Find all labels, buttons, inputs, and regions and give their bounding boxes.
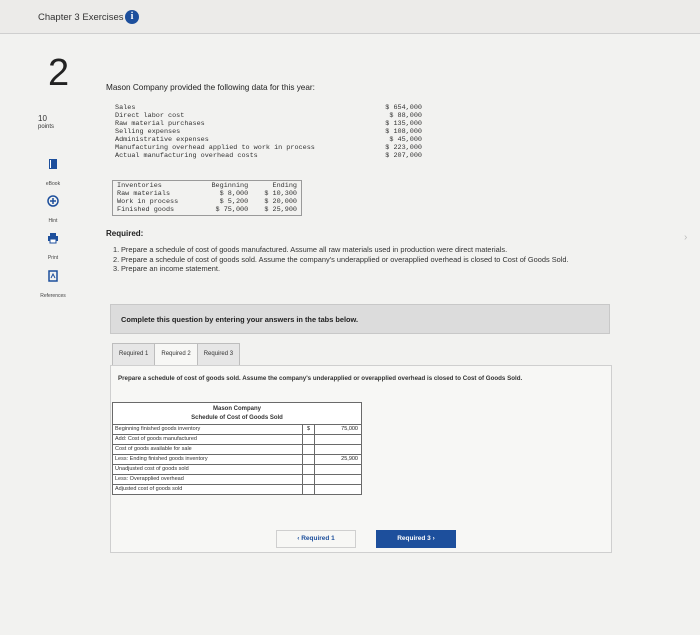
amount-input[interactable]: 25,900 [341, 456, 358, 462]
chevron-left-icon: ‹ [297, 535, 300, 542]
amount-input[interactable] [315, 475, 361, 484]
list-item-text: Prepare an income statement. [121, 264, 221, 273]
data-value: $ 88,000 [389, 112, 422, 120]
print-label: Print [47, 255, 59, 261]
table-cell: $ 20,000 [264, 198, 297, 206]
points-label: points [38, 124, 55, 130]
list-item [113, 245, 673, 255]
book-icon [47, 158, 59, 170]
data-value: $ 45,000 [389, 136, 422, 144]
next-button-label: Required 3 [397, 535, 431, 542]
schedule-row [113, 474, 361, 484]
panel-instruction: Prepare a schedule of cost of goods sold. Assume the company's underapplied or overapplied overhead is closed to Cost of Goods Sold. [118, 375, 523, 382]
amount-input[interactable] [315, 465, 361, 474]
table-row [117, 206, 297, 214]
prev-button-label: Required 1 [301, 535, 335, 542]
print-button[interactable] [30, 232, 76, 264]
schedule-title: Schedule of Cost of Goods Sold [191, 415, 283, 421]
next-required-button[interactable] [376, 530, 456, 548]
data-label: Sales [115, 104, 136, 112]
schedule-label-select[interactable]: Beginning finished goods inventory [113, 425, 303, 434]
table-header: Inventories [117, 182, 162, 190]
schedule-label-select[interactable]: Cost of goods available for sale [113, 445, 303, 454]
schedule-label-select[interactable]: Add: Cost of goods manufactured [113, 435, 303, 444]
required-heading: Required: [106, 229, 144, 238]
dollar-sign [303, 465, 315, 474]
table-header: Beginning [211, 182, 249, 190]
table-cell: $ 8,000 [219, 190, 249, 198]
info-icon[interactable]: i [125, 10, 139, 24]
table-row [117, 190, 297, 198]
inventories-table [112, 180, 302, 216]
dollar-sign [303, 475, 315, 484]
amount-input[interactable] [315, 445, 361, 454]
amount-input[interactable]: 75,000 [341, 426, 358, 432]
data-value: $ 108,000 [385, 128, 422, 136]
list-item-text: Prepare a schedule of cost of goods sold. Assume the company's underapplied or overapplied overhead is closed to Cost of Goods Sold. [121, 254, 569, 264]
list-item [113, 264, 673, 274]
instruction-banner-text: Complete this question by entering your answers in the tabs below. [121, 315, 359, 324]
chevron-right-icon: › [432, 535, 435, 542]
tab-required-2[interactable]: Required 2 [154, 343, 197, 365]
schedule-company: Mason Company [212, 406, 261, 412]
schedule-row [113, 434, 361, 444]
table-cell: $ 10,300 [264, 190, 297, 198]
table-cell: Raw materials [117, 190, 171, 198]
amount-input[interactable] [315, 435, 361, 444]
schedule-row [113, 464, 361, 474]
data-label: Administrative expenses [115, 136, 209, 144]
table-cell: Work in process [117, 198, 179, 206]
points-value: 10 [38, 114, 47, 123]
table-cell: $ 5,200 [219, 198, 249, 206]
schedule-label-select[interactable]: Adjusted cost of goods sold [113, 485, 303, 494]
hint-label: Hint [48, 218, 58, 224]
tab-required-3[interactable]: Required 3 [197, 343, 240, 365]
instruction-banner [110, 304, 610, 334]
data-value: $ 135,000 [385, 120, 422, 128]
dollar-sign [303, 485, 315, 494]
hint-button[interactable] [30, 195, 76, 227]
dollar-sign [303, 435, 315, 444]
schedule-label-select[interactable]: Less: Overapplied overhead [113, 475, 303, 484]
data-value: $ 654,000 [385, 104, 422, 112]
data-value: $ 223,000 [385, 144, 422, 152]
data-labels [115, 104, 315, 160]
table-header: Ending [272, 182, 297, 190]
table-cell: $ 75,000 [215, 206, 249, 214]
dollar-sign [303, 445, 315, 454]
cogs-schedule [112, 402, 362, 495]
dollar-sign [303, 455, 315, 464]
assignment-title: Chapter 3 Exercises [38, 12, 124, 23]
printer-icon [47, 232, 59, 244]
data-label: Direct labor cost [115, 112, 185, 120]
schedule-label-select[interactable]: Less: Ending finished goods inventory [113, 455, 303, 464]
ebook-button[interactable] [30, 158, 76, 190]
data-values [372, 104, 422, 160]
list-item-number: 2. [113, 254, 120, 264]
list-item [113, 255, 673, 265]
data-label: Actual manufacturing overhead costs [115, 152, 258, 160]
table-cell: Finished goods [117, 206, 175, 214]
list-item-number: 1. [113, 245, 120, 254]
schedule-label-select[interactable]: Unadjusted cost of goods sold [113, 465, 303, 474]
data-label: Raw material purchases [115, 120, 205, 128]
question-number: 2 [48, 52, 70, 94]
references-icon [47, 270, 59, 282]
table-header-row [117, 182, 297, 190]
tab-required-1[interactable]: Required 1 [112, 343, 155, 365]
table-cell: $ 25,900 [264, 206, 297, 214]
data-label: Manufacturing overhead applied to work in process [115, 144, 315, 152]
required-list [113, 245, 673, 274]
dollar-sign: $ [303, 425, 315, 434]
amount-input[interactable] [315, 485, 361, 494]
data-label: Selling expenses [115, 128, 181, 136]
hint-icon [47, 195, 59, 207]
data-value: $ 207,000 [385, 152, 422, 160]
list-item-number: 3. [113, 264, 120, 273]
references-label: References [40, 293, 66, 299]
schedule-row [113, 454, 361, 464]
list-item-text: Prepare a schedule of cost of goods manufactured. Assume all raw materials used in production were direct materials. [121, 245, 508, 254]
schedule-row [113, 424, 361, 434]
schedule-row [113, 484, 361, 494]
references-button[interactable] [30, 270, 76, 302]
problem-intro: Mason Company provided the following data for this year: [106, 83, 315, 92]
prev-required-button[interactable] [276, 530, 356, 548]
schedule-row [113, 444, 361, 454]
table-row [117, 198, 297, 206]
ebook-label: eBook [45, 181, 61, 187]
tab-bar [112, 343, 239, 365]
chevron-right-icon[interactable]: › [684, 232, 688, 243]
top-header [0, 0, 700, 34]
